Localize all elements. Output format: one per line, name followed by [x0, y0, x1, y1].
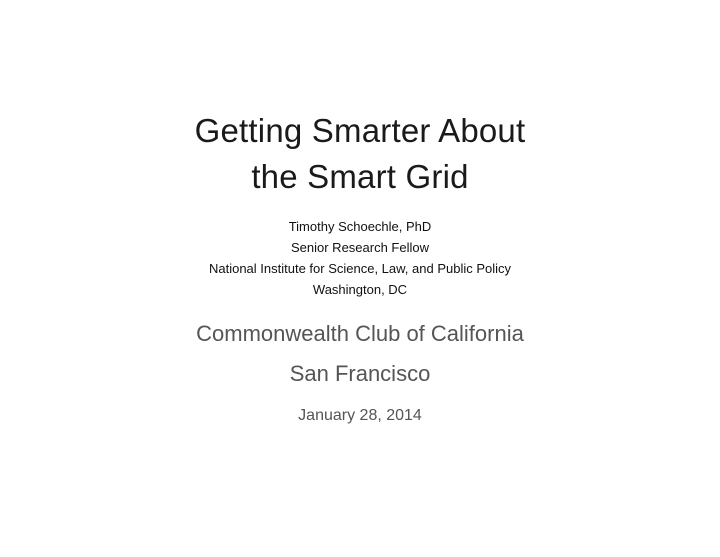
title-line-1: Getting Smarter About	[194, 112, 526, 149]
author-location: Washington, DC	[312, 282, 408, 297]
venue-city: San Francisco	[289, 361, 431, 386]
title-line-2: the Smart Grid	[251, 158, 469, 195]
author-name: Timothy Schoechle, PhD	[288, 219, 432, 234]
author-position: Senior Research Fellow	[290, 240, 429, 255]
venue-block	[0, 314, 720, 428]
venue-name: Commonwealth Club of California	[196, 321, 524, 346]
presentation-date: January 28, 2014	[298, 407, 422, 424]
author-organization: National Institute for Science, Law, and Public Policy	[208, 261, 512, 276]
slide-title	[0, 108, 720, 200]
author-block	[0, 216, 720, 300]
